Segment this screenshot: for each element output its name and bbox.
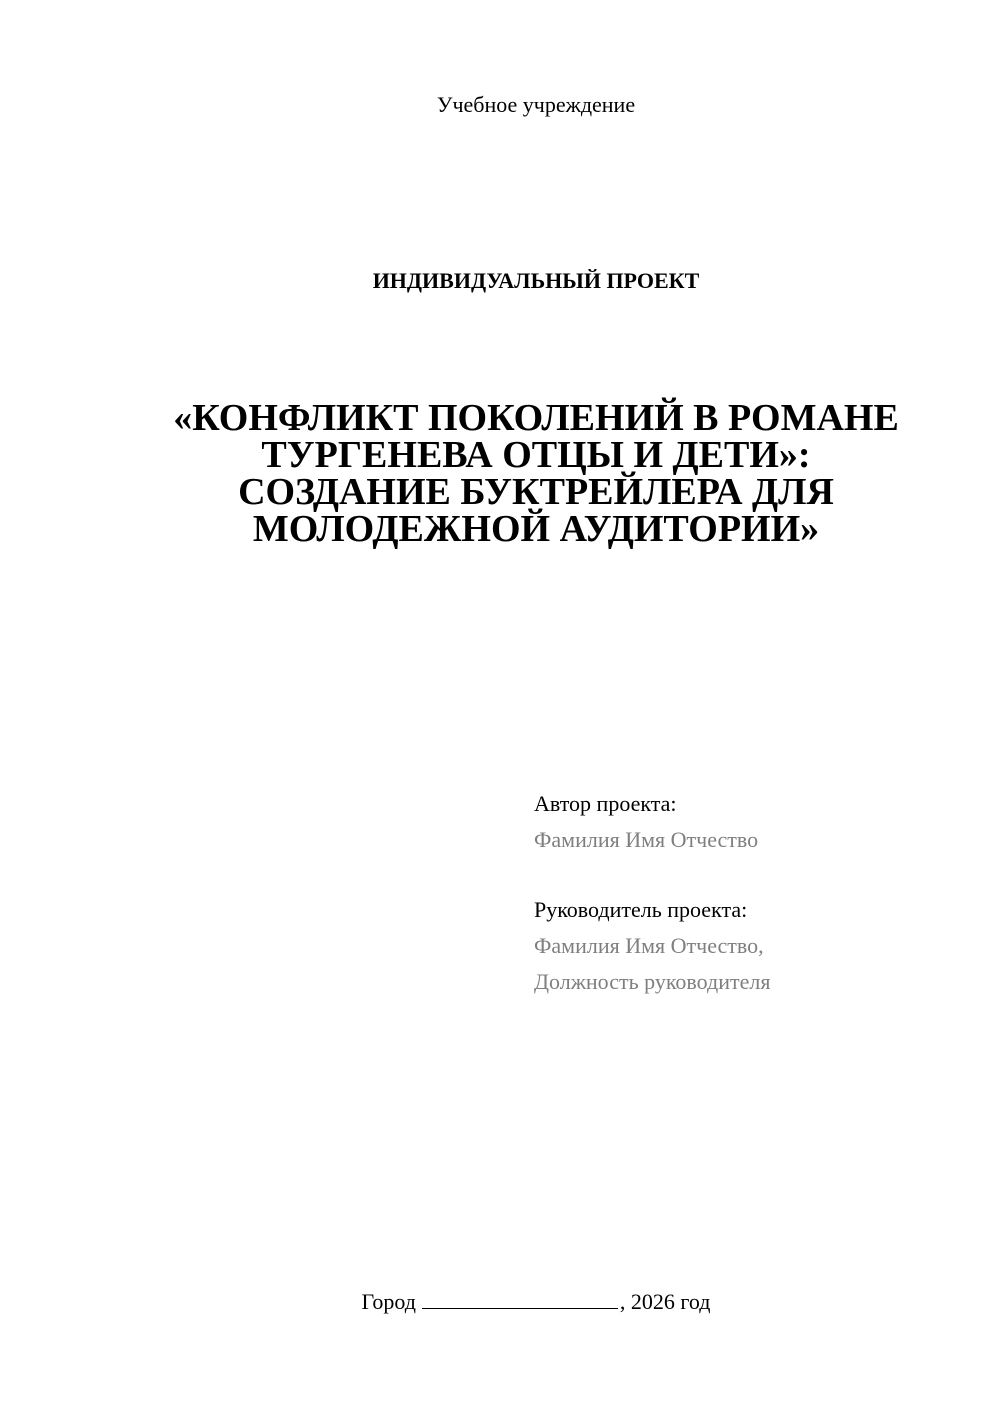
project-title-line: «КОНФЛИКТ ПОКОЛЕНИЙ В РОМАНЕ [173, 397, 899, 439]
supervisor-position: Должность руководителя [534, 969, 771, 994]
project-title-line: ТУРГЕНЕВА ОТЦЫ И ДЕТИ»: [261, 434, 811, 476]
author-label: Автор проекта: [534, 791, 677, 816]
year-text: , 2026 год [619, 1289, 711, 1314]
project-title-line: СОЗДАНИЕ БУКТРЕЙЛЕРА ДЛЯ [238, 471, 834, 513]
institution-name: Учебное учреждение [436, 92, 636, 117]
city-label: Город [361, 1289, 416, 1314]
author-block [534, 786, 974, 858]
project-type-heading: ИНДИВИДУАЛЬНЫЙ ПРОЕКТ [372, 268, 700, 293]
supervisor-name: Фамилия Имя Отчество, [534, 933, 764, 958]
author-name: Фамилия Имя Отчество [534, 827, 759, 852]
city-year-line [0, 1287, 1000, 1317]
project-title [100, 397, 972, 550]
project-title-line: МОЛОДЕЖНОЙ АУДИТОРИИ» [252, 508, 820, 550]
supervisor-block [534, 892, 974, 1000]
city-blank-line [422, 1288, 618, 1309]
supervisor-label: Руководитель проекта: [534, 897, 748, 922]
